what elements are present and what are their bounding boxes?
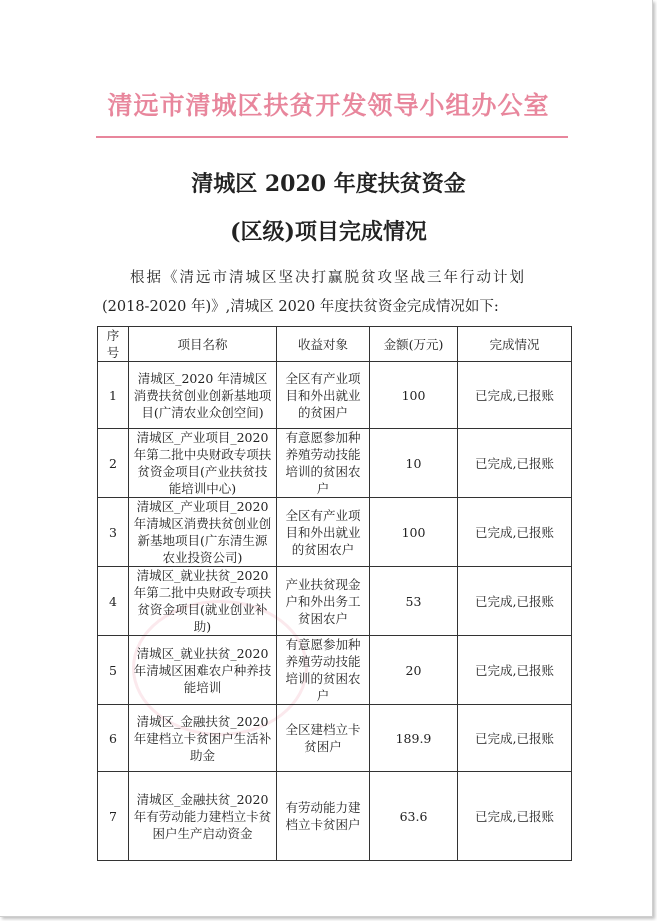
cell-status: 已完成,已报账 — [458, 772, 572, 861]
cell-no: 2 — [98, 429, 129, 498]
cell-project-name: 清城区_金融扶贫_2020 年建档立卡贫困户生活补助金 — [129, 705, 277, 772]
cell-amount: 100 — [370, 498, 458, 567]
cell-status: 已完成,已报账 — [458, 362, 572, 429]
cell-status: 已完成,已报账 — [458, 429, 572, 498]
cell-project-name: 清城区_产业项目_2020 年第二批中央财政专项扶贫资金项目(产业扶贫技能培训中心) — [129, 429, 277, 498]
intro-paragraph-line1: 根据《清远市清城区坚决打赢脱贫攻坚战三年行动计划 — [130, 270, 526, 286]
cell-amount: 100 — [370, 362, 458, 429]
cell-beneficiary: 产业扶贫现金户和外出务工贫困农户 — [277, 567, 370, 636]
header-beneficiary: 收益对象 — [277, 327, 370, 362]
document-title-line1: 清城区 2020 年度扶贫资金 — [191, 171, 466, 197]
header-no: 序号 — [98, 327, 129, 362]
cell-status: 已完成,已报账 — [458, 636, 572, 705]
cell-amount: 189.9 — [370, 705, 458, 772]
table-row — [98, 429, 572, 498]
cell-project-name: 清城区_产业项目_2020 年清城区消费扶贫创业创新基地项目(广东清生源农业投资公司) — [129, 498, 277, 567]
cell-beneficiary: 有意愿参加种养殖劳动技能培训的贫困农户 — [277, 429, 370, 498]
table-row — [98, 705, 572, 772]
cell-project-name: 清城区_就业扶贫_2020 年清城区困难农户种养技能培训 — [129, 636, 277, 705]
table-row — [98, 636, 572, 705]
cell-status: 已完成,已报账 — [458, 567, 572, 636]
cell-status: 已完成,已报账 — [458, 498, 572, 567]
intro-paragraph-line2: (2018-2020 年)》,清城区 2020 年度扶贫资金完成情况如下: — [102, 299, 499, 315]
cell-amount: 53 — [370, 567, 458, 636]
cell-project-name: 清城区_金融扶贫_2020 年有劳动能力建档立卡贫困户生产启动资金 — [129, 772, 277, 861]
cell-beneficiary: 全区建档立卡贫困户 — [277, 705, 370, 772]
table-row — [98, 362, 572, 429]
cell-no: 5 — [98, 636, 129, 705]
cell-beneficiary: 全区有产业项目和外出就业的贫困户 — [277, 362, 370, 429]
header-divider — [96, 136, 568, 138]
cell-project-name: 清城区_2020 年清城区消费扶贫创业创新基地项目(广清农业众创空间) — [129, 362, 277, 429]
cell-no: 3 — [98, 498, 129, 567]
document-title-line2: (区级)项目完成情况 — [230, 219, 427, 245]
cell-beneficiary: 有意愿参加种养殖劳动技能培训的贫困农户 — [277, 636, 370, 705]
header-amount: 金额(万元) — [370, 327, 458, 362]
cell-beneficiary: 全区有产业项目和外出就业的贫困农户 — [277, 498, 370, 567]
cell-beneficiary: 有劳动能力建档立卡贫困户 — [277, 772, 370, 861]
cell-amount: 20 — [370, 636, 458, 705]
organization-header: 清远市清城区扶贫开发领导小组办公室 — [107, 91, 550, 120]
cell-no: 1 — [98, 362, 129, 429]
cell-amount: 63.6 — [370, 772, 458, 861]
cell-no: 7 — [98, 772, 129, 861]
header-status: 完成情况 — [458, 327, 572, 362]
table-row — [98, 567, 572, 636]
table-row — [98, 498, 572, 567]
cell-project-name: 清城区_就业扶贫_2020 年第二批中央财政专项扶贫资金项目(就业创业补助) — [129, 567, 277, 636]
cell-no: 6 — [98, 705, 129, 772]
header-project-name: 项目名称 — [129, 327, 277, 362]
cell-amount: 10 — [370, 429, 458, 498]
projects-table — [97, 326, 572, 861]
table-header-row — [98, 327, 572, 362]
cell-status: 已完成,已报账 — [458, 705, 572, 772]
table-row — [98, 772, 572, 861]
cell-no: 4 — [98, 567, 129, 636]
